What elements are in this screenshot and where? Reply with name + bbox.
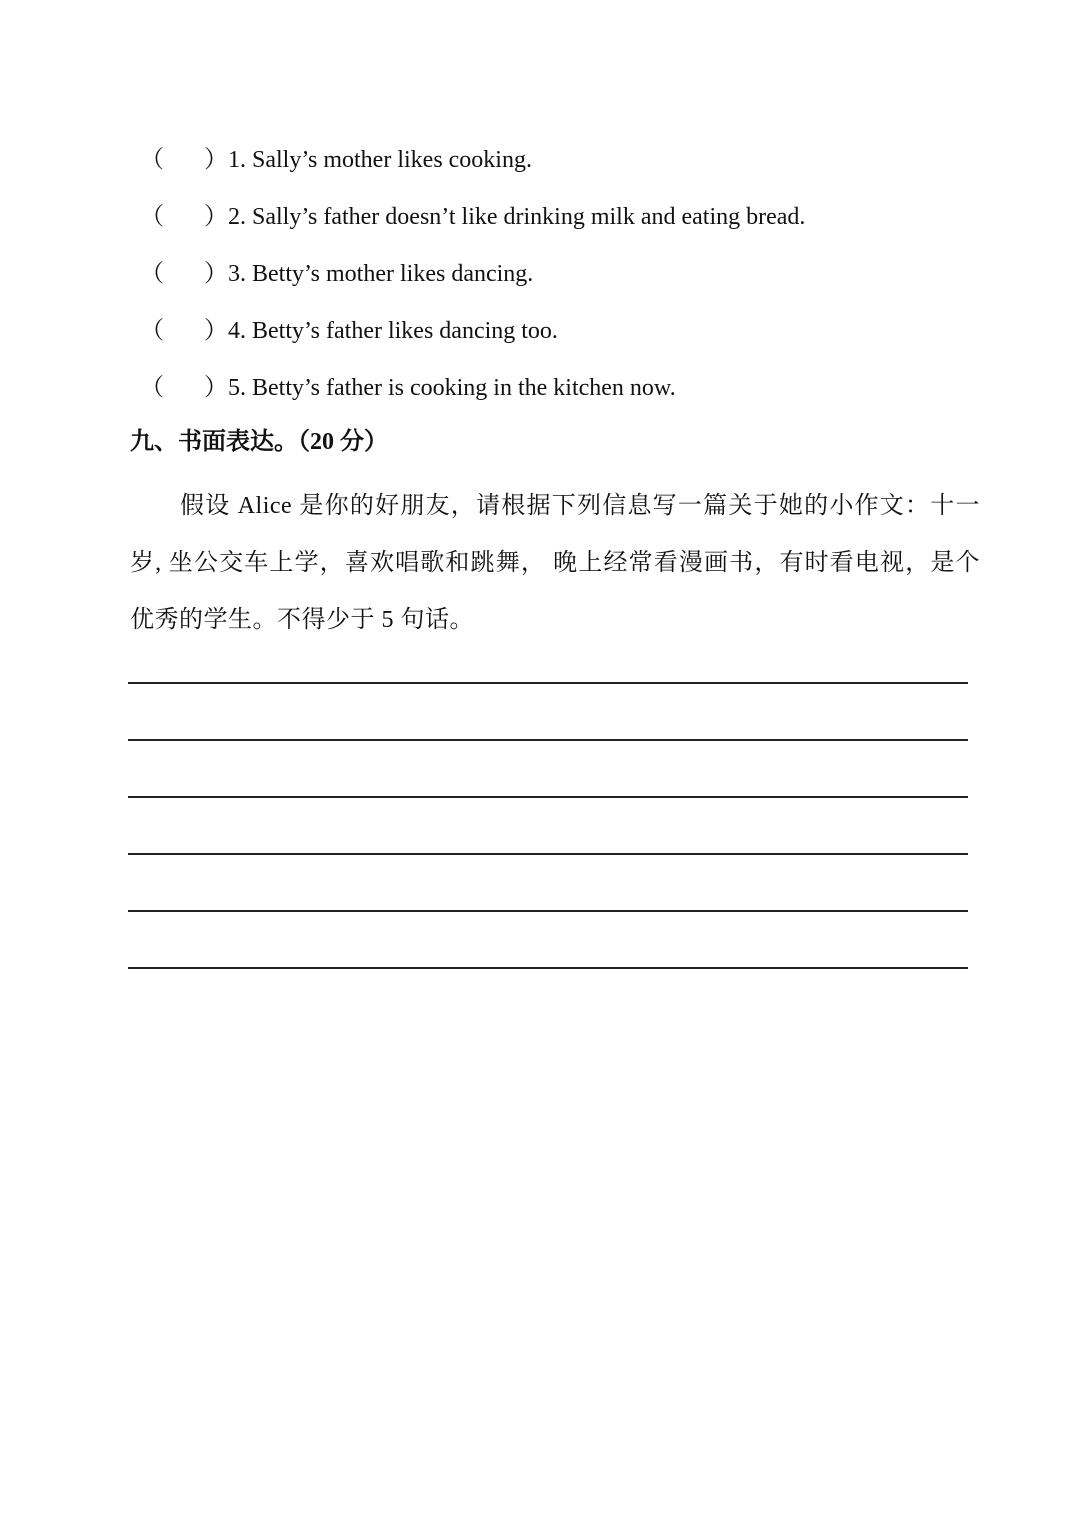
statement-text: 3. Betty’s mother likes dancing. bbox=[228, 261, 534, 287]
answer-blank-open[interactable]: （ bbox=[140, 147, 164, 173]
answer-blank-close: ） bbox=[204, 375, 228, 401]
true-false-item bbox=[130, 254, 990, 311]
answer-blank-close: ） bbox=[204, 318, 228, 344]
section-heading: 九、书面表达。（20 分） bbox=[130, 429, 388, 455]
writing-prompt: 假设 Alice 是你的好朋友，请根据下列信息写一篇关于她的小作文：十一岁, 坐公交车上学，喜欢唱歌和跳舞， 晚上经常看漫画书，有时看电视，是个优秀的学生。不得少于 5 句话。 bbox=[130, 493, 980, 633]
answer-line[interactable] bbox=[128, 682, 968, 739]
true-false-item bbox=[130, 368, 990, 425]
statement-text: 4. Betty’s father likes dancing too. bbox=[228, 318, 558, 344]
answer-blank-open[interactable]: （ bbox=[140, 318, 164, 344]
answer-blank-open[interactable]: （ bbox=[140, 261, 164, 287]
statement-text: 5. Betty’s father is cooking in the kitchen now. bbox=[228, 375, 676, 401]
answer-lines[interactable] bbox=[128, 682, 968, 1024]
answer-blank-close: ） bbox=[204, 204, 228, 230]
answer-line[interactable] bbox=[128, 910, 968, 967]
true-false-item bbox=[130, 197, 990, 254]
statement-text: 1. Sally’s mother likes cooking. bbox=[228, 147, 532, 173]
answer-line[interactable] bbox=[128, 853, 968, 910]
answer-blank-close: ） bbox=[204, 261, 228, 287]
answer-blank-open[interactable]: （ bbox=[140, 204, 164, 230]
true-false-item bbox=[130, 311, 990, 368]
answer-blank-close: ） bbox=[204, 147, 228, 173]
true-false-item bbox=[130, 140, 990, 197]
answer-line[interactable] bbox=[128, 739, 968, 796]
statement-text: 2. Sally’s father doesn’t like drinking milk and eating bread. bbox=[228, 204, 806, 230]
answer-line[interactable] bbox=[128, 796, 968, 853]
answer-line[interactable] bbox=[128, 967, 968, 1024]
true-false-list bbox=[130, 140, 990, 425]
answer-blank-open[interactable]: （ bbox=[140, 375, 164, 401]
